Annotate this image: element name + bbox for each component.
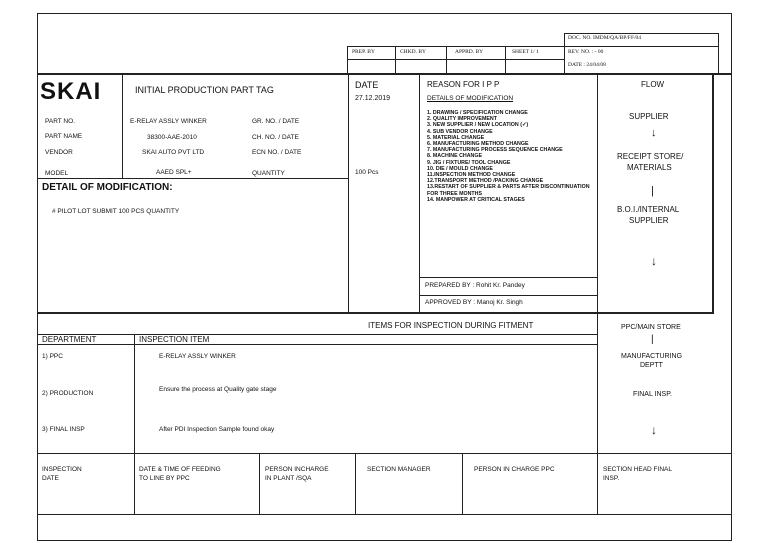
item-production: Ensure the process at Quality gate stage — [159, 386, 277, 393]
dept-production: 2) PRODUCTION — [42, 390, 94, 397]
flow-boi-internal: B.O.I./INTERNAL — [617, 205, 680, 214]
arrow-down-icon: ↓ — [651, 254, 657, 268]
footer-section-head: SECTION HEAD FINAL — [603, 466, 672, 473]
flow-receipt-store: RECEIPT STORE/ — [617, 152, 684, 161]
ch-no-label: CH. NO. / DATE — [252, 134, 299, 141]
reason-item: 11.INSPECTION METHOD CHANGE — [427, 172, 516, 179]
item-ppc: E-RELAY ASSLY WINKER — [159, 353, 236, 360]
flow-materials: MATERIALS — [627, 163, 672, 172]
reason-list — [427, 110, 599, 203]
arrow-down-icon: ↓ — [651, 127, 657, 139]
reason-item: 13.RESTART OF SUPPLIER & PARTS AFTER DISCONTINUATION FOR THREE MONTHS — [427, 184, 590, 197]
quantity-label: QUANTITY — [252, 170, 285, 177]
prep-by-label: PREP. BY — [352, 49, 375, 55]
arrow-down-icon: ↓ — [651, 423, 657, 437]
reason-item: 7. MANUFACTURING PROCESS SEQUENCE CHANGE — [427, 147, 563, 154]
chkd-by-label: CHKD. BY — [400, 49, 426, 55]
part-name-label: PART NAME — [45, 133, 83, 140]
reason-item: 6. MANUFACTURING METHOD CHANGE — [427, 141, 529, 148]
footer-insp: INSP. — [603, 475, 620, 482]
flow-heading: FLOW — [641, 80, 665, 89]
inspection-item-header: INSPECTION ITEM — [139, 335, 210, 344]
doc-no: DOC. NO. IMDM/QA/BP/FF/04 — [568, 35, 642, 41]
sheet-label: SHEET 1/ 1 — [512, 49, 539, 55]
vendor-value: SKAI AUTO PVT LTD — [142, 149, 205, 156]
reason-item: 8. MACHINE CHANGE — [427, 153, 483, 160]
part-name-value: 38300-AAE-2010 — [147, 134, 197, 141]
flow-manufacturing: MANUFACTURING — [621, 353, 683, 360]
reason-item: 2. QUALITY IMPROVEMENT — [427, 116, 497, 123]
reason-item: 10. DIE / MOULD CHANGE — [427, 165, 493, 172]
company-logo: SKAI — [40, 78, 102, 105]
doc-date: DATE : 24/04/08 — [568, 62, 606, 68]
item-final-insp: After PDI Inspection Sample found okay — [159, 426, 275, 433]
reason-item: 4. SUB VENDOR CHANGE — [427, 128, 493, 135]
rev-no: REV. NO. : - 00 — [568, 49, 604, 55]
footer-date-time: DATE & TIME OF FEEDING — [139, 466, 221, 473]
prepared-by: PREPARED BY : Rohit Kr. Pandey — [425, 282, 525, 289]
footer-date: DATE — [42, 475, 59, 482]
reason-item: 9. JIG / FIXTURE/ TOOL CHANGE — [427, 159, 511, 166]
footer-to-line: TO LINE BY PPC — [139, 475, 190, 482]
reason-item: 3. NEW SUPPLIER / NEW LOCATION (✓) — [427, 122, 529, 129]
gr-no-label: GR. NO. / DATE — [252, 118, 300, 125]
approved-by: APPROVED BY : Manoj Kr. Singh — [425, 299, 523, 306]
reason-item: 1. DRAWING / SPECIFICATION CHANGE — [427, 110, 528, 116]
arrow-down-icon: | — [651, 334, 654, 345]
date-value: 27.12.2019 — [355, 95, 391, 102]
quantity-value: 100 Pcs — [355, 169, 379, 176]
dept-final-insp: 3) FINAL INSP — [42, 426, 85, 433]
dept-ppc: 1) PPC — [42, 353, 63, 360]
part-no-value: E-RELAY ASSLY WINKER — [130, 118, 207, 125]
model-label: MODEL — [45, 170, 69, 177]
detail-text: # PILOT LOT SUBMIT 100 PCS QUANTITY — [52, 208, 180, 215]
reason-item: 12.TRANSPORT METHOD /PACKING CHANGE — [427, 178, 544, 185]
ecn-no-label: ECN NO. / DATE — [252, 149, 302, 156]
footer-person-ppc: PERSON IN CHARGE PPC — [474, 466, 555, 473]
vendor-label: VENDOR — [45, 149, 73, 156]
flow-deptt: DEPTT — [640, 362, 663, 369]
details-subheading: DETAILS OF MODIFICATION — [427, 95, 514, 102]
part-no-label: PART NO. — [45, 118, 75, 125]
footer-in-plant: IN PLANT /SQA — [265, 475, 312, 482]
inspection-title: ITEMS FOR INSPECTION DURING FITMENT — [368, 321, 534, 330]
date-label: DATE — [355, 80, 379, 90]
detail-heading: DETAIL OF MODIFICATION: — [42, 182, 173, 193]
reason-item: 14. MANPOWER AT CRITICAL STAGES — [427, 196, 525, 203]
flow-supplier-2: SUPPLIER — [629, 216, 669, 225]
flow-final-insp: FINAL INSP. — [633, 391, 672, 398]
reason-item: 5. MATERIAL CHANGE — [427, 134, 485, 141]
arrow-down-icon: | — [651, 185, 654, 197]
tag-title: INITIAL PRODUCTION PART TAG — [135, 85, 274, 95]
model-value: AAED SPL+ — [156, 169, 192, 176]
footer-person-incharge: PERSON INCHARGE — [265, 466, 329, 473]
department-header: DEPARTMENT — [42, 335, 97, 344]
footer-section-manager: SECTION MANAGER — [367, 466, 431, 473]
flow-ppc-main-store: PPC/MAIN STORE — [621, 324, 681, 331]
reason-heading: REASON FOR I P P — [427, 80, 500, 89]
footer-inspection: INSPECTION — [42, 466, 82, 473]
flow-supplier: SUPPLIER — [629, 112, 669, 121]
apprd-by-label: APPRD. BY — [455, 49, 484, 55]
